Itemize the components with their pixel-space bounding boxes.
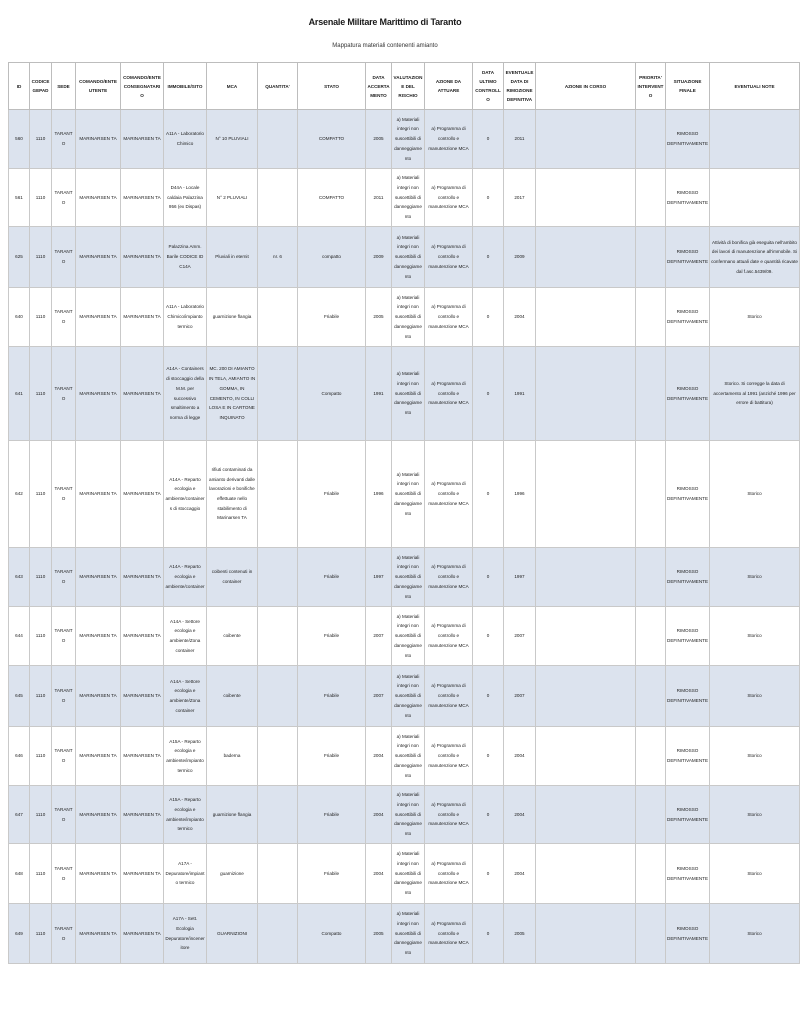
- table-cell: a) Programma di controllo e manutenzione MCA: [425, 110, 473, 169]
- table-cell: A11A - Laboratorio Chimico/impianto termico: [164, 288, 207, 347]
- table-row: [9, 441, 800, 548]
- table-cell: compatto: [298, 227, 366, 288]
- table-cell: 2005: [366, 904, 392, 964]
- table-cell: RIMOSSO DEFINITIVAMENTE: [666, 904, 710, 964]
- table-cell: TARANTO: [52, 844, 76, 904]
- table-cell: RIMOSSO DEFINITIVAMENTE: [666, 666, 710, 727]
- table-cell: MARINARSEN TA: [121, 727, 164, 786]
- table-cell: Friabile: [298, 727, 366, 786]
- table-cell: [536, 904, 636, 964]
- table-cell: 2007: [504, 607, 536, 666]
- table-cell: [258, 288, 298, 347]
- table-cell: a) Programma di controllo e manutenzione MCA: [425, 347, 473, 441]
- table-cell: [636, 288, 666, 347]
- table-cell: Friabile: [298, 288, 366, 347]
- column-header: VALUTAZIONE DEL RISCHIO: [392, 63, 425, 110]
- table-cell: 2009: [366, 227, 392, 288]
- table-cell: MARINARSEN TA: [76, 347, 121, 441]
- table-cell: [636, 844, 666, 904]
- table-cell: MARINARSEN TA: [121, 169, 164, 227]
- table-cell: 2007: [504, 666, 536, 727]
- table-cell: 2004: [504, 844, 536, 904]
- table-cell: [636, 607, 666, 666]
- table-cell: a) Programma di controllo e manutenzione MCA: [425, 288, 473, 347]
- table-cell: TARANTO: [52, 607, 76, 666]
- table-cell: [258, 666, 298, 727]
- table-header-row: [9, 63, 800, 110]
- table-cell: 625: [9, 227, 30, 288]
- table-cell: a) Programma di controllo e manutenzione MCA: [425, 548, 473, 607]
- table-cell: 642: [9, 441, 30, 548]
- column-header: SEDE: [52, 63, 76, 110]
- table-cell: MARINARSEN TA: [76, 169, 121, 227]
- table-cell: RIMOSSO DEFINITIVAMENTE: [666, 110, 710, 169]
- table-cell: [636, 347, 666, 441]
- table-cell: RIMOSSO DEFINITIVAMENTE: [666, 607, 710, 666]
- table-cell: 561: [9, 169, 30, 227]
- table-cell: A14A - Settore ecologia e ambiente/Zona container: [164, 607, 207, 666]
- table-cell: 0: [473, 288, 504, 347]
- table-cell: 641: [9, 347, 30, 441]
- table-cell: 643: [9, 548, 30, 607]
- table-cell: [536, 110, 636, 169]
- table-cell: 1997: [504, 548, 536, 607]
- table-cell: TARANTO: [52, 441, 76, 548]
- table-cell: a) Programma di controllo e manutenzione MCA: [425, 441, 473, 548]
- table-cell: guarnizione flangia: [207, 288, 258, 347]
- table-cell: [536, 548, 636, 607]
- table-cell: MARINARSEN TA: [76, 666, 121, 727]
- table-cell: A11A - Laboratorio Chimico: [164, 110, 207, 169]
- table-row: [9, 110, 800, 169]
- table-cell: 2011: [366, 169, 392, 227]
- table-body: [9, 110, 800, 964]
- column-header: AZIONE DA ATTUARE: [425, 63, 473, 110]
- table-cell: coibenti contenuti in container: [207, 548, 258, 607]
- column-header: COMANDO/ENTE CONSEGNATARIO: [121, 63, 164, 110]
- table-cell: Storico: [710, 288, 800, 347]
- table-cell: 645: [9, 666, 30, 727]
- table-row: [9, 904, 800, 964]
- table-cell: 1996: [366, 441, 392, 548]
- table-cell: [536, 666, 636, 727]
- column-header: EVENTUALE DATA DI RIMOZIONE DEFINITIVA: [504, 63, 536, 110]
- table-row: [9, 666, 800, 727]
- table-cell: MARINARSEN TA: [76, 548, 121, 607]
- table-cell: 648: [9, 844, 30, 904]
- table-cell: Attività di bonifica già eseguita nell'ambito dei lavori di manutenzione all'immobile. Si confermano attuali date e quantità ricavate dal f.asc.5439/09.: [710, 227, 800, 288]
- table-cell: 1110: [30, 786, 52, 844]
- table-cell: Friabile: [298, 844, 366, 904]
- table-cell: MARINARSEN TA: [121, 607, 164, 666]
- table-cell: a) Materiali integri non suscettibili di danneggiamento: [392, 666, 425, 727]
- table-row: [9, 288, 800, 347]
- table-cell: MARINARSEN TA: [121, 548, 164, 607]
- table-cell: [636, 227, 666, 288]
- table-cell: 2009: [504, 227, 536, 288]
- column-header: IMMOBILE/SITO: [164, 63, 207, 110]
- table-cell: a) Materiali integri non suscettibili di danneggiamento: [392, 227, 425, 288]
- table-cell: RIMOSSO DEFINITIVAMENTE: [666, 347, 710, 441]
- table-cell: MARINARSEN TA: [121, 110, 164, 169]
- column-header: PRIORITA' INTERVENTO: [636, 63, 666, 110]
- table-row: [9, 347, 800, 441]
- table-cell: MARINARSEN TA: [76, 607, 121, 666]
- table-cell: rifiuti contaminati da amianto derivanti dalle lavorazioni e bonifiche effettuate nello stabilimento di Marinarsen TA: [207, 441, 258, 548]
- table-cell: 2004: [504, 786, 536, 844]
- table-cell: MARINARSEN TA: [121, 227, 164, 288]
- table-cell: baderna: [207, 727, 258, 786]
- column-header: AZIONE IN CORSO: [536, 63, 636, 110]
- table-cell: 2007: [366, 607, 392, 666]
- table-cell: 640: [9, 288, 30, 347]
- table-cell: [536, 169, 636, 227]
- column-header: QUANTITA': [258, 63, 298, 110]
- table-cell: TARANTO: [52, 288, 76, 347]
- table-cell: [536, 727, 636, 786]
- table-row: [9, 607, 800, 666]
- table-cell: a) Materiali integri non suscettibili di danneggiamento: [392, 904, 425, 964]
- table-cell: a) Programma di controllo e manutenzione MCA: [425, 666, 473, 727]
- table-cell: 1997: [366, 548, 392, 607]
- table-cell: MARINARSEN TA: [121, 904, 164, 964]
- table-cell: Compatto: [298, 347, 366, 441]
- table-cell: [636, 727, 666, 786]
- table-cell: [258, 169, 298, 227]
- table-row: [9, 727, 800, 786]
- column-header: MCA: [207, 63, 258, 110]
- table-cell: 1996: [504, 441, 536, 548]
- column-header: DATA ULTIMO CONTROLLO: [473, 63, 504, 110]
- table-cell: 1991: [366, 347, 392, 441]
- table-cell: TARANTO: [52, 786, 76, 844]
- table-cell: MARINARSEN TA: [76, 288, 121, 347]
- table-cell: guarnizione flangia: [207, 786, 258, 844]
- table-cell: [536, 844, 636, 904]
- table-cell: RIMOSSO DEFINITIVAMENTE: [666, 288, 710, 347]
- column-header: STATO: [298, 63, 366, 110]
- table-cell: Friabile: [298, 786, 366, 844]
- table-row: [9, 548, 800, 607]
- table-cell: a) Programma di controllo e manutenzione MCA: [425, 786, 473, 844]
- table-cell: RIMOSSO DEFINITIVAMENTE: [666, 227, 710, 288]
- table-cell: MARINARSEN TA: [76, 441, 121, 548]
- table-cell: coibente: [207, 666, 258, 727]
- table-cell: 2005: [504, 904, 536, 964]
- table-cell: 0: [473, 844, 504, 904]
- table-cell: 644: [9, 607, 30, 666]
- table-cell: Storico: [710, 844, 800, 904]
- table-cell: MARINARSEN TA: [121, 786, 164, 844]
- table-row: [9, 786, 800, 844]
- table-cell: MARINARSEN TA: [121, 441, 164, 548]
- table-cell: [536, 607, 636, 666]
- table-cell: TARANTO: [52, 548, 76, 607]
- table-cell: a) Materiali integri non suscettibili di danneggiamento: [392, 786, 425, 844]
- table-cell: N° 2 PLUVIALI: [207, 169, 258, 227]
- table-cell: Compatto: [298, 904, 366, 964]
- table-cell: RIMOSSO DEFINITIVAMENTE: [666, 441, 710, 548]
- table-cell: [258, 786, 298, 844]
- table-cell: [636, 548, 666, 607]
- table-cell: N° 10 PLUVIALI: [207, 110, 258, 169]
- table-cell: a) Materiali integri non suscettibili di danneggiamento: [392, 110, 425, 169]
- table-cell: 0: [473, 347, 504, 441]
- table-cell: A15A - Reparto ecologia e ambiente/impianto termico: [164, 786, 207, 844]
- table-cell: a) Materiali integri non suscettibili di danneggiamento: [392, 548, 425, 607]
- table-cell: [636, 169, 666, 227]
- table-cell: 1110: [30, 844, 52, 904]
- table-cell: TARANTO: [52, 347, 76, 441]
- table-cell: Palazzina Amm. Barile CODICE ID C14A: [164, 227, 207, 288]
- table-cell: 2004: [366, 727, 392, 786]
- column-header: ID: [9, 63, 30, 110]
- table-cell: A15A - Reparto ecologia e ambiente/impianto termico: [164, 727, 207, 786]
- table-cell: [258, 441, 298, 548]
- table-cell: a) Programma di controllo e manutenzione MCA: [425, 169, 473, 227]
- table-cell: [536, 786, 636, 844]
- table-cell: [636, 666, 666, 727]
- table-cell: [536, 227, 636, 288]
- asbestos-table: [8, 62, 800, 964]
- table-cell: a) Programma di controllo e manutenzione MCA: [425, 844, 473, 904]
- table-cell: [258, 110, 298, 169]
- table-cell: Storico: [710, 548, 800, 607]
- table-cell: MARINARSEN TA: [76, 110, 121, 169]
- table-cell: [636, 441, 666, 548]
- table-cell: 1110: [30, 288, 52, 347]
- table-cell: a) Materiali integri non suscettibili di danneggiamento: [392, 844, 425, 904]
- table-cell: A17A - Depuratore/impianto termico: [164, 844, 207, 904]
- table-cell: MARINARSEN TA: [76, 786, 121, 844]
- table-cell: 1110: [30, 666, 52, 727]
- table-cell: 2011: [504, 110, 536, 169]
- table-cell: 0: [473, 666, 504, 727]
- table-row: [9, 844, 800, 904]
- table-cell: Pluviali in eternit: [207, 227, 258, 288]
- table-cell: Friabile: [298, 607, 366, 666]
- table-cell: 2007: [366, 666, 392, 727]
- table-cell: A14A - Reparto ecologia e ambiente/containers di stoccaggio: [164, 441, 207, 548]
- table-cell: 2004: [366, 786, 392, 844]
- table-cell: 649: [9, 904, 30, 964]
- table-cell: MARINARSEN TA: [121, 844, 164, 904]
- document-subtitle: Mappatura materiali contenenti amianto: [332, 43, 438, 49]
- table-cell: RIMOSSO DEFINITIVAMENTE: [666, 548, 710, 607]
- table-cell: [258, 727, 298, 786]
- table-row: [9, 169, 800, 227]
- table-cell: nr. 6: [258, 227, 298, 288]
- table-cell: A14A - Containers di stoccaggio della M.M. per successivo smaltimento a norma di legge: [164, 347, 207, 441]
- table-cell: MARINARSEN TA: [76, 727, 121, 786]
- table-cell: [258, 904, 298, 964]
- table-cell: a) Programma di controllo e manutenzione MCA: [425, 227, 473, 288]
- column-header: COMANDO/ENTE UTENTE: [76, 63, 121, 110]
- table-cell: 0: [473, 727, 504, 786]
- table-cell: 1110: [30, 441, 52, 548]
- table-cell: a) Materiali integri non suscettibili di danneggiamento: [392, 169, 425, 227]
- table-cell: TARANTO: [52, 727, 76, 786]
- table-cell: TARANTO: [52, 904, 76, 964]
- table-cell: 2004: [504, 288, 536, 347]
- table-cell: A14A - Reparto ecologia e ambiente/container: [164, 548, 207, 607]
- table-cell: 2005: [366, 288, 392, 347]
- table-cell: 1110: [30, 227, 52, 288]
- table-cell: MARINARSEN TA: [121, 666, 164, 727]
- table-cell: guarnizione: [207, 844, 258, 904]
- table-cell: a) Materiali integri non suscettibili di danneggiamento: [392, 347, 425, 441]
- table-cell: 1110: [30, 727, 52, 786]
- table-cell: TARANTO: [52, 110, 76, 169]
- table-cell: a) Materiali integri non suscettibili di danneggiamento: [392, 441, 425, 548]
- table-cell: [710, 110, 800, 169]
- column-header: DATA ACCERTAMENTO: [366, 63, 392, 110]
- table-cell: a) Programma di controllo e manutenzione MCA: [425, 727, 473, 786]
- table-cell: RIMOSSO DEFINITIVAMENTE: [666, 844, 710, 904]
- table-cell: 1110: [30, 607, 52, 666]
- table-cell: 2017: [504, 169, 536, 227]
- table-cell: [258, 548, 298, 607]
- table-row: [9, 227, 800, 288]
- table-cell: D44A - Locale caldaia Palazzina 956 (ex Dispas): [164, 169, 207, 227]
- table-cell: 0: [473, 904, 504, 964]
- table-cell: 0: [473, 441, 504, 548]
- table-cell: MARINARSEN TA: [76, 227, 121, 288]
- table-cell: Storico: [710, 727, 800, 786]
- table-cell: Storico: [710, 786, 800, 844]
- table-cell: Storico. Si corregge la data di accertamento al 1991 (anziché 1996 per errore di battitura): [710, 347, 800, 441]
- table-cell: Storico: [710, 441, 800, 548]
- table-cell: 0: [473, 607, 504, 666]
- table-cell: MARINARSEN TA: [121, 288, 164, 347]
- table-cell: Storico: [710, 666, 800, 727]
- table-cell: 1110: [30, 904, 52, 964]
- table-cell: MARINARSEN TA: [121, 347, 164, 441]
- table-cell: a) Materiali integri non suscettibili di danneggiamento: [392, 727, 425, 786]
- table-cell: 560: [9, 110, 30, 169]
- table-cell: GUARNIZIONI: [207, 904, 258, 964]
- table-cell: TARANTO: [52, 666, 76, 727]
- table-cell: [636, 786, 666, 844]
- table-cell: [258, 347, 298, 441]
- table-cell: RIMOSSO DEFINITIVAMENTE: [666, 169, 710, 227]
- table-cell: COMPATTO: [298, 169, 366, 227]
- table-cell: [536, 441, 636, 548]
- table-cell: [536, 347, 636, 441]
- table-cell: A14A - Settore ecologia e ambiente/Zona container: [164, 666, 207, 727]
- table-cell: [636, 904, 666, 964]
- table-cell: Friabile: [298, 441, 366, 548]
- table-cell: 0: [473, 169, 504, 227]
- table-cell: Friabile: [298, 666, 366, 727]
- table-cell: MC. 200 DI AMIANTO IN TELA, AMIANTO IN GOMMA, IN CEMENTO, IN COLLI LOSA E IN CARTONE INQUINATO: [207, 347, 258, 441]
- table-cell: Friabile: [298, 548, 366, 607]
- table-cell: 1991: [504, 347, 536, 441]
- table-cell: RIMOSSO DEFINITIVAMENTE: [666, 786, 710, 844]
- document-title: Arsenale Militare Marittimo di Taranto: [308, 17, 462, 27]
- table-cell: MARINARSEN TA: [76, 844, 121, 904]
- table-cell: a) Programma di controllo e manutenzione MCA: [425, 904, 473, 964]
- table-cell: TARANTO: [52, 169, 76, 227]
- table-cell: A17A - Sett. Ecologia Depuratore/inceneritore: [164, 904, 207, 964]
- table-cell: [258, 607, 298, 666]
- table-cell: Storico: [710, 904, 800, 964]
- table-cell: 0: [473, 786, 504, 844]
- column-header: CODICE GEPAD: [30, 63, 52, 110]
- table-cell: 0: [473, 548, 504, 607]
- table-cell: a) Programma di controllo e manutenzione MCA: [425, 607, 473, 666]
- table-cell: [636, 110, 666, 169]
- table-cell: coibente: [207, 607, 258, 666]
- table-cell: [710, 169, 800, 227]
- table-cell: 2004: [504, 727, 536, 786]
- table-cell: 1110: [30, 110, 52, 169]
- table-cell: 2005: [366, 110, 392, 169]
- table-cell: MARINARSEN TA: [76, 904, 121, 964]
- table-cell: a) Materiali integri non suscettibili di danneggiamento: [392, 607, 425, 666]
- table-cell: COMPATTO: [298, 110, 366, 169]
- table-cell: 1110: [30, 548, 52, 607]
- column-header: EVENTUALI NOTE: [710, 63, 800, 110]
- table-cell: 647: [9, 786, 30, 844]
- column-header: SITUAZIONE FINALE: [666, 63, 710, 110]
- table-cell: RIMOSSO DEFINITIVAMENTE: [666, 727, 710, 786]
- table-cell: [258, 844, 298, 904]
- table-cell: 1110: [30, 347, 52, 441]
- table-cell: 0: [473, 110, 504, 169]
- table-cell: [536, 288, 636, 347]
- table-cell: 0: [473, 227, 504, 288]
- table-cell: TARANTO: [52, 227, 76, 288]
- table-cell: a) Materiali integri non suscettibili di danneggiamento: [392, 288, 425, 347]
- table-cell: Storico: [710, 607, 800, 666]
- table-cell: 1110: [30, 169, 52, 227]
- table-cell: 646: [9, 727, 30, 786]
- table-cell: 2004: [366, 844, 392, 904]
